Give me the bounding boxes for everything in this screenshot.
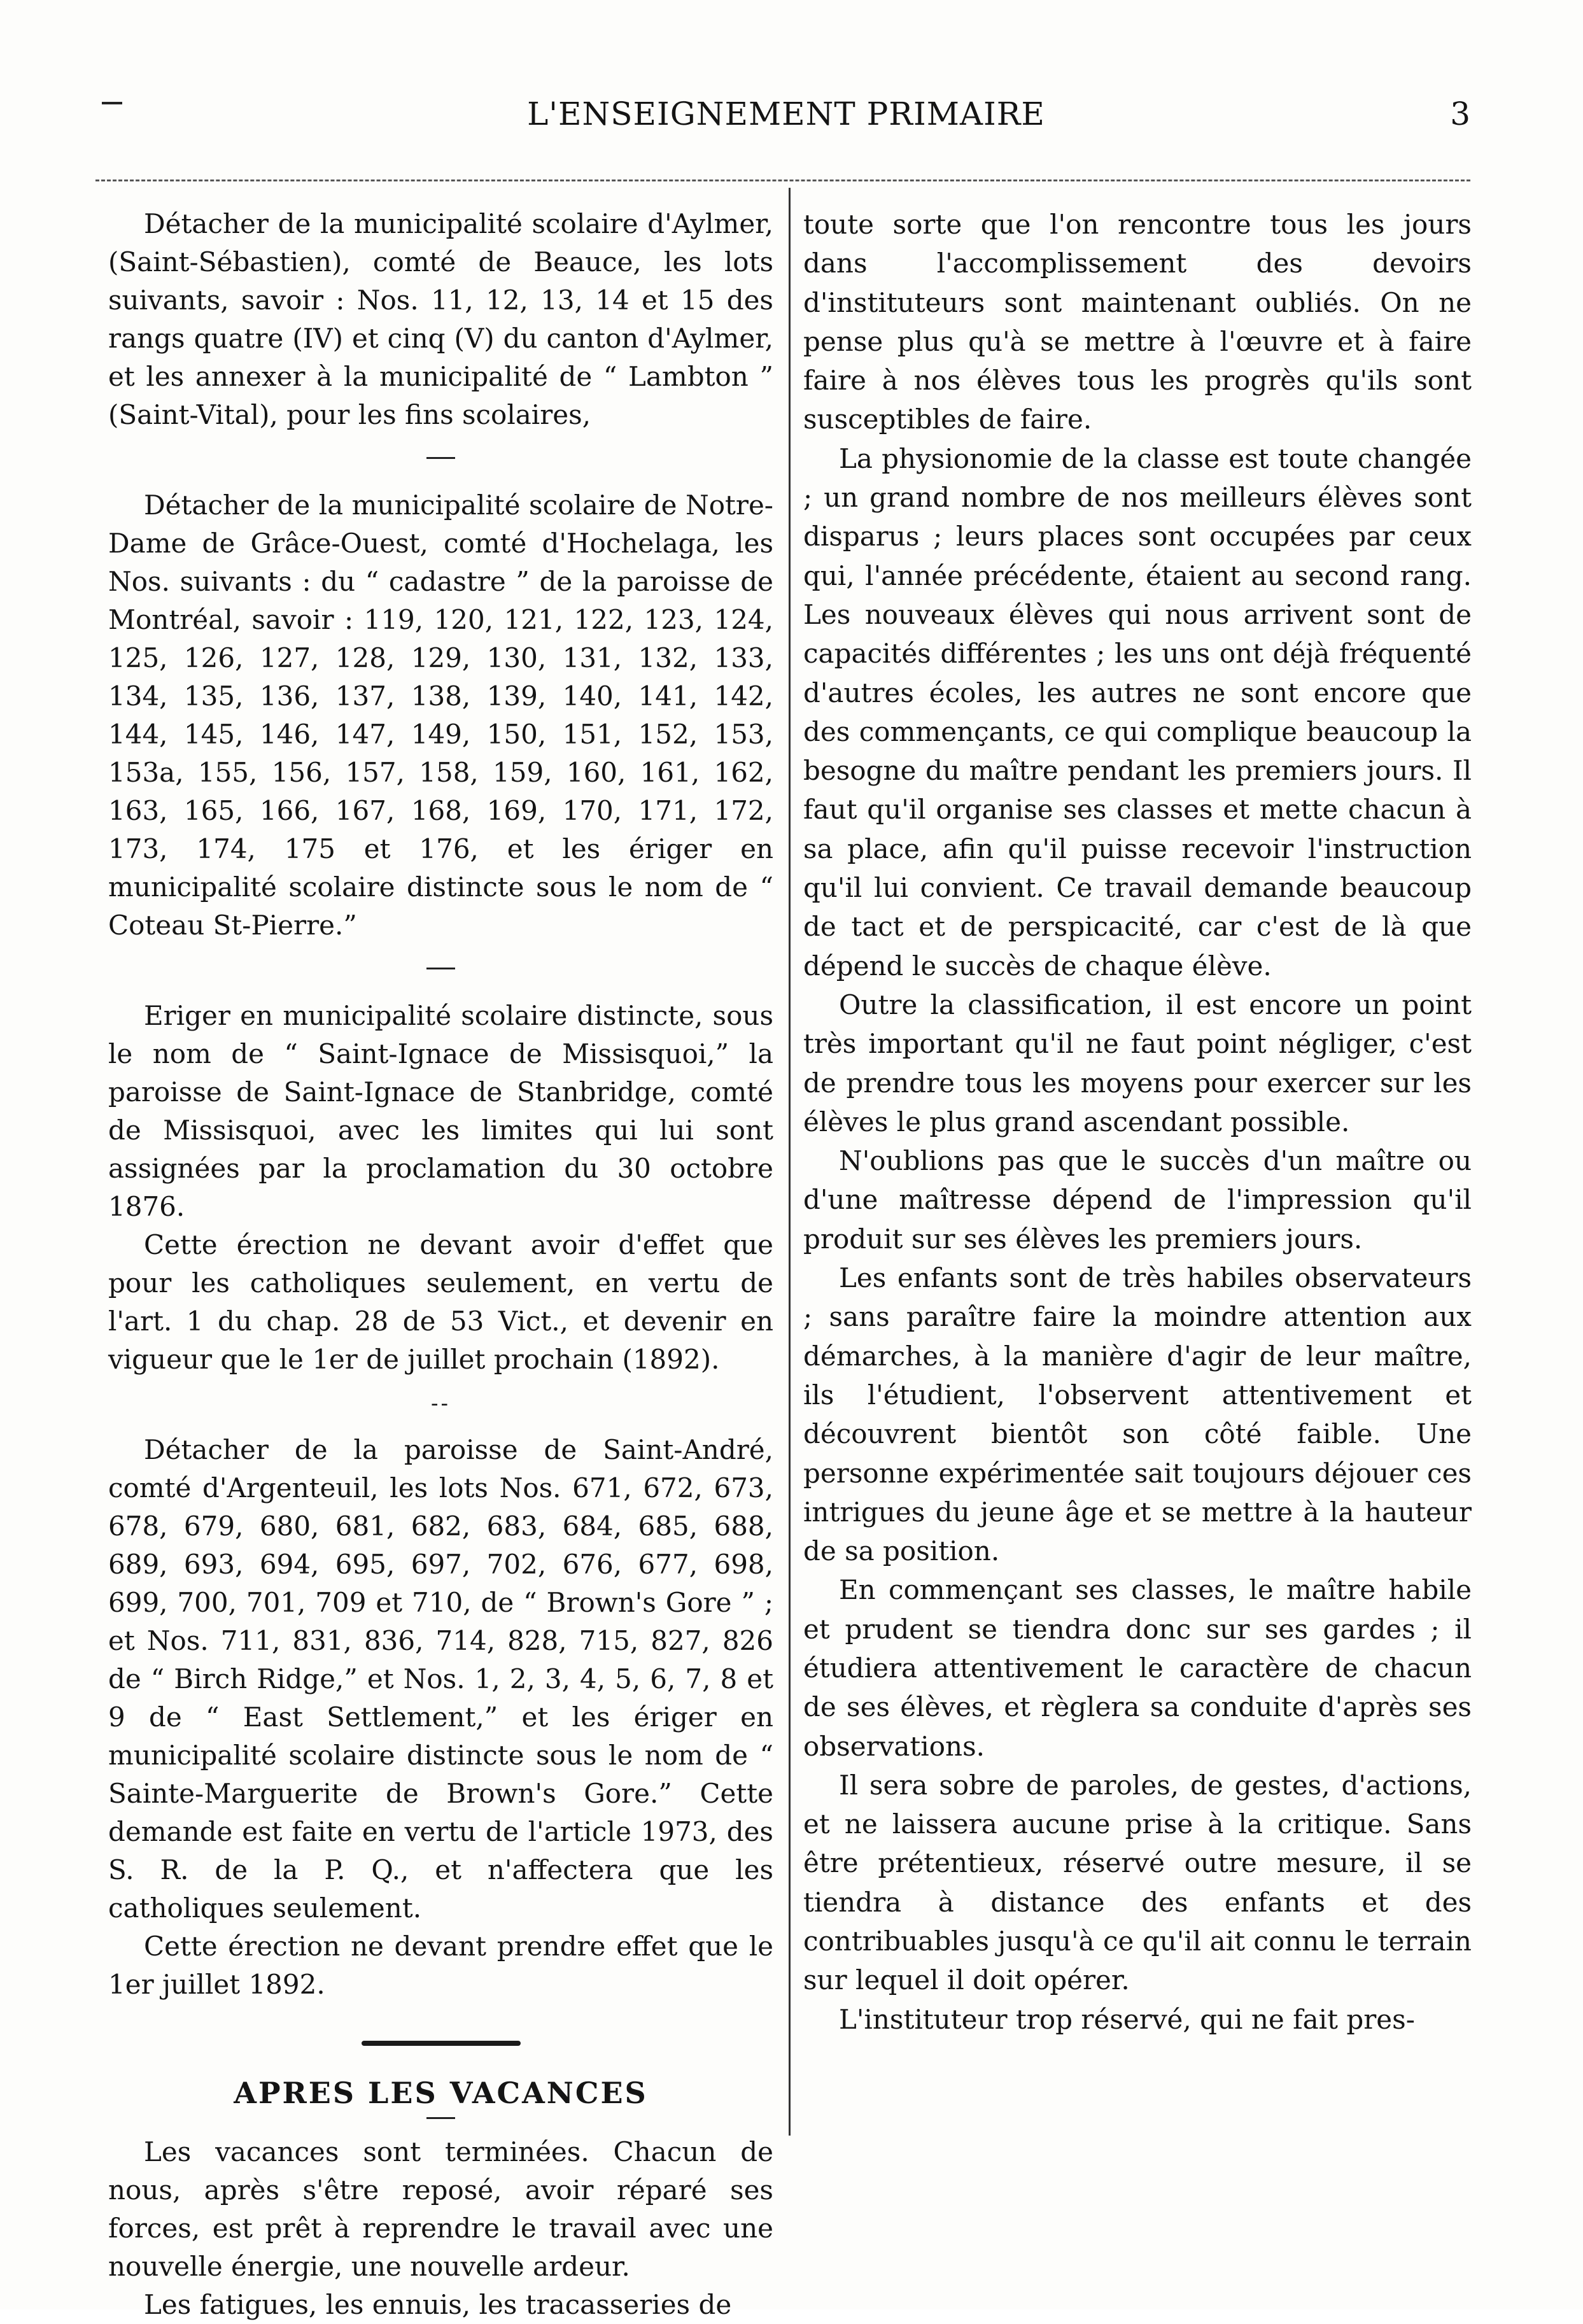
- left-column: [108, 205, 773, 2324]
- article-paragraph: Les enfants sont de très habiles observateurs ; sans paraître faire la moindre attention aux démarches, à la manière d'agir de leur maître, ils l'étudient, l'observent attentivement et découvrent bientôt son côté faible. Une personne expérimentée sait toujours déjouer ces intrigues du jeune âge et se mettre à la hauteur de sa position.: [803, 1262, 1472, 1567]
- column-divider: [789, 188, 791, 2136]
- running-title: L'ENSEIGNEMENT PRIMAIRE: [527, 95, 1045, 132]
- separator: [108, 449, 773, 468]
- article-paragraph: En commençant ses classes, le maître habile et prudent se tiendra donc sur ses gardes ; il étudiera attentivement le caractère de chacun de ses élèves, et règlera sa conduite d'après ses observations.: [803, 1574, 1472, 1762]
- article-paragraph: L'instituteur trop réservé, qui ne fait pres-: [839, 2003, 1415, 2035]
- title-rule: [426, 2117, 455, 2119]
- separator-dashes: --: [431, 1391, 451, 1416]
- article-paragraph: Les vacances sont terminées. Chacun de nous, après s'être reposé, avoir réparé ses forces, est prêt à reprendre le travail avec une nouvelle énergie, une nouvelle ardeur.: [108, 2136, 773, 2282]
- section-ornament: [362, 2041, 521, 2047]
- right-column: [803, 205, 1472, 2039]
- notice-saint-ignace-effect: Cette érection ne devant avoir d'effet que pour les catholiques seulement, en vertu de l'art. 1 du chap. 28 de 53 Vict., et devenir en vigueur que le 1er de juillet prochain (1892).: [108, 1229, 773, 1375]
- notice-aylmer: Détacher de la municipalité scolaire d'Aylmer, (Saint-Sébastien), comté de Beauce, les lots suivants, savoir : Nos. 11, 12, 13, 14 et 15 des rangs quatre (IV) et cinq (V) du canton d'Aylmer, et les annexer à la municipalité de “ Lambton ” (Saint-Vital), pour les fins scolaires,: [108, 208, 773, 430]
- separator: [108, 1391, 773, 1416]
- notice-saint-ignace: Eriger en municipalité scolaire distincte, sous le nom de “ Saint-Ignace de Missisquoi,” la paroisse de Saint-Ignace de Stanbridge, comté de Missisquoi, avec les limites qui lui sont assignées par la proclamation du 30 octobre 1876.: [108, 1000, 773, 1222]
- header-rule: [95, 180, 1470, 181]
- notice-saint-andre-effect: Cette érection ne devant prendre effet que le 1er juillet 1892.: [108, 1931, 773, 2000]
- notice-notre-dame-de-grace: Détacher de la municipalité scolaire de Notre-Dame de Grâce-Ouest, comté d'Hochelaga, les Nos. suivants : du “ cadastre ” de la paroisse de Montréal, savoir : 119, 120, 121, 122, 123, 124, 125, 126, 127, 128, 129, 130, 131, 132, 133, 134, 135, 136, 137, 138, 139, 140, 141, 142, 144, 145, 146, 147, 149, 150, 151, 152, 153, 153a, 155, 156, 157, 158, 159, 160, 161, 162, 163, 165, 166, 167, 168, 169, 170, 171, 172, 173, 174, 175 et 176, et les ériger en municipalité scolaire distincte sous le nom de “ Coteau St-Pierre.”: [108, 489, 773, 941]
- article-paragraph: N'oublions pas que le succès d'un maître ou d'une maîtresse dépend de l'impression qu'il produit sur ses élèves les premiers jours.: [803, 1145, 1472, 1255]
- notice-saint-andre: Détacher de la paroisse de Saint-André, comté d'Argenteuil, les lots Nos. 671, 672, 673, 678, 679, 680, 681, 682, 683, 684, 685, 688, 689, 693, 694, 695, 697, 702, 676, 677, 698, 699, 700, 701, 709 et 710, de “ Brown's Gore ” ; et Nos. 711, 831, 836, 714, 828, 715, 827, 826 de “ Birch Ridge,” et Nos. 1, 2, 3, 4, 5, 6, 7, 8 et 9 de “ East Settlement,” et les ériger en municipalité scolaire distincte sous le nom de “ Sainte-Marguerite de Brown's Gore.” Cette demande est faite en vertu de l'article 1973, des S. R. de la P. Q., et n'affectera que les catholiques seulement.: [108, 1434, 773, 1924]
- article-paragraph: Outre la classification, il est encore un point très important qu'il ne faut point négliger, c'est de prendre tous les moyens pour exercer sur les élèves le plus grand ascendant possible.: [803, 989, 1472, 1137]
- section-title: APRES LES VACANCES: [234, 2076, 648, 2110]
- page-header: [102, 95, 1470, 140]
- article-paragraph: Il sera sobre de paroles, de gestes, d'actions, et ne laissera aucune prise à la critique. Sans être prétentieux, réservé outre mesure, il se tiendra à distance des enfants et des contribuables jusqu'à ce qu'il ait connu le terrain sur lequel il doit opérer.: [803, 1769, 1472, 1996]
- article-paragraph: toute sorte que l'on rencontre tous les jours dans l'accomplissement des devoirs d'instituteurs sont maintenant oubliés. On ne pense plus qu'à se mettre à l'œuvre et à faire faire à nos élèves tous les progrès qu'ils sont susceptibles de faire.: [803, 209, 1472, 435]
- article-paragraph: La physionomie de la classe est toute changée ; un grand nombre de nos meilleurs élèves sont disparus ; leurs places sont occupées par ceux qui, l'année précédente, étaient au second rang. Les nouveaux élèves qui nous arrivent sont de capacités différentes ; les uns ont déjà fréquenté d'autres écoles, les autres ne sont encore que des commençants, ce qui complique beaucoup la besogne du maître pendant les premiers jours. Il faut qu'il organise ses classes et mette chacun à sa place, afin qu'il puisse recevoir l'instruction qu'il lui convient. Ce travail demande beaucoup de tact et de perspicacité, car c'est de là que dépend le succès de chaque élève.: [803, 442, 1472, 982]
- article-paragraph: Les fatigues, les ennuis, les tracasseries de: [144, 2289, 732, 2320]
- page-number: 3: [1450, 95, 1470, 132]
- separator: [108, 960, 773, 979]
